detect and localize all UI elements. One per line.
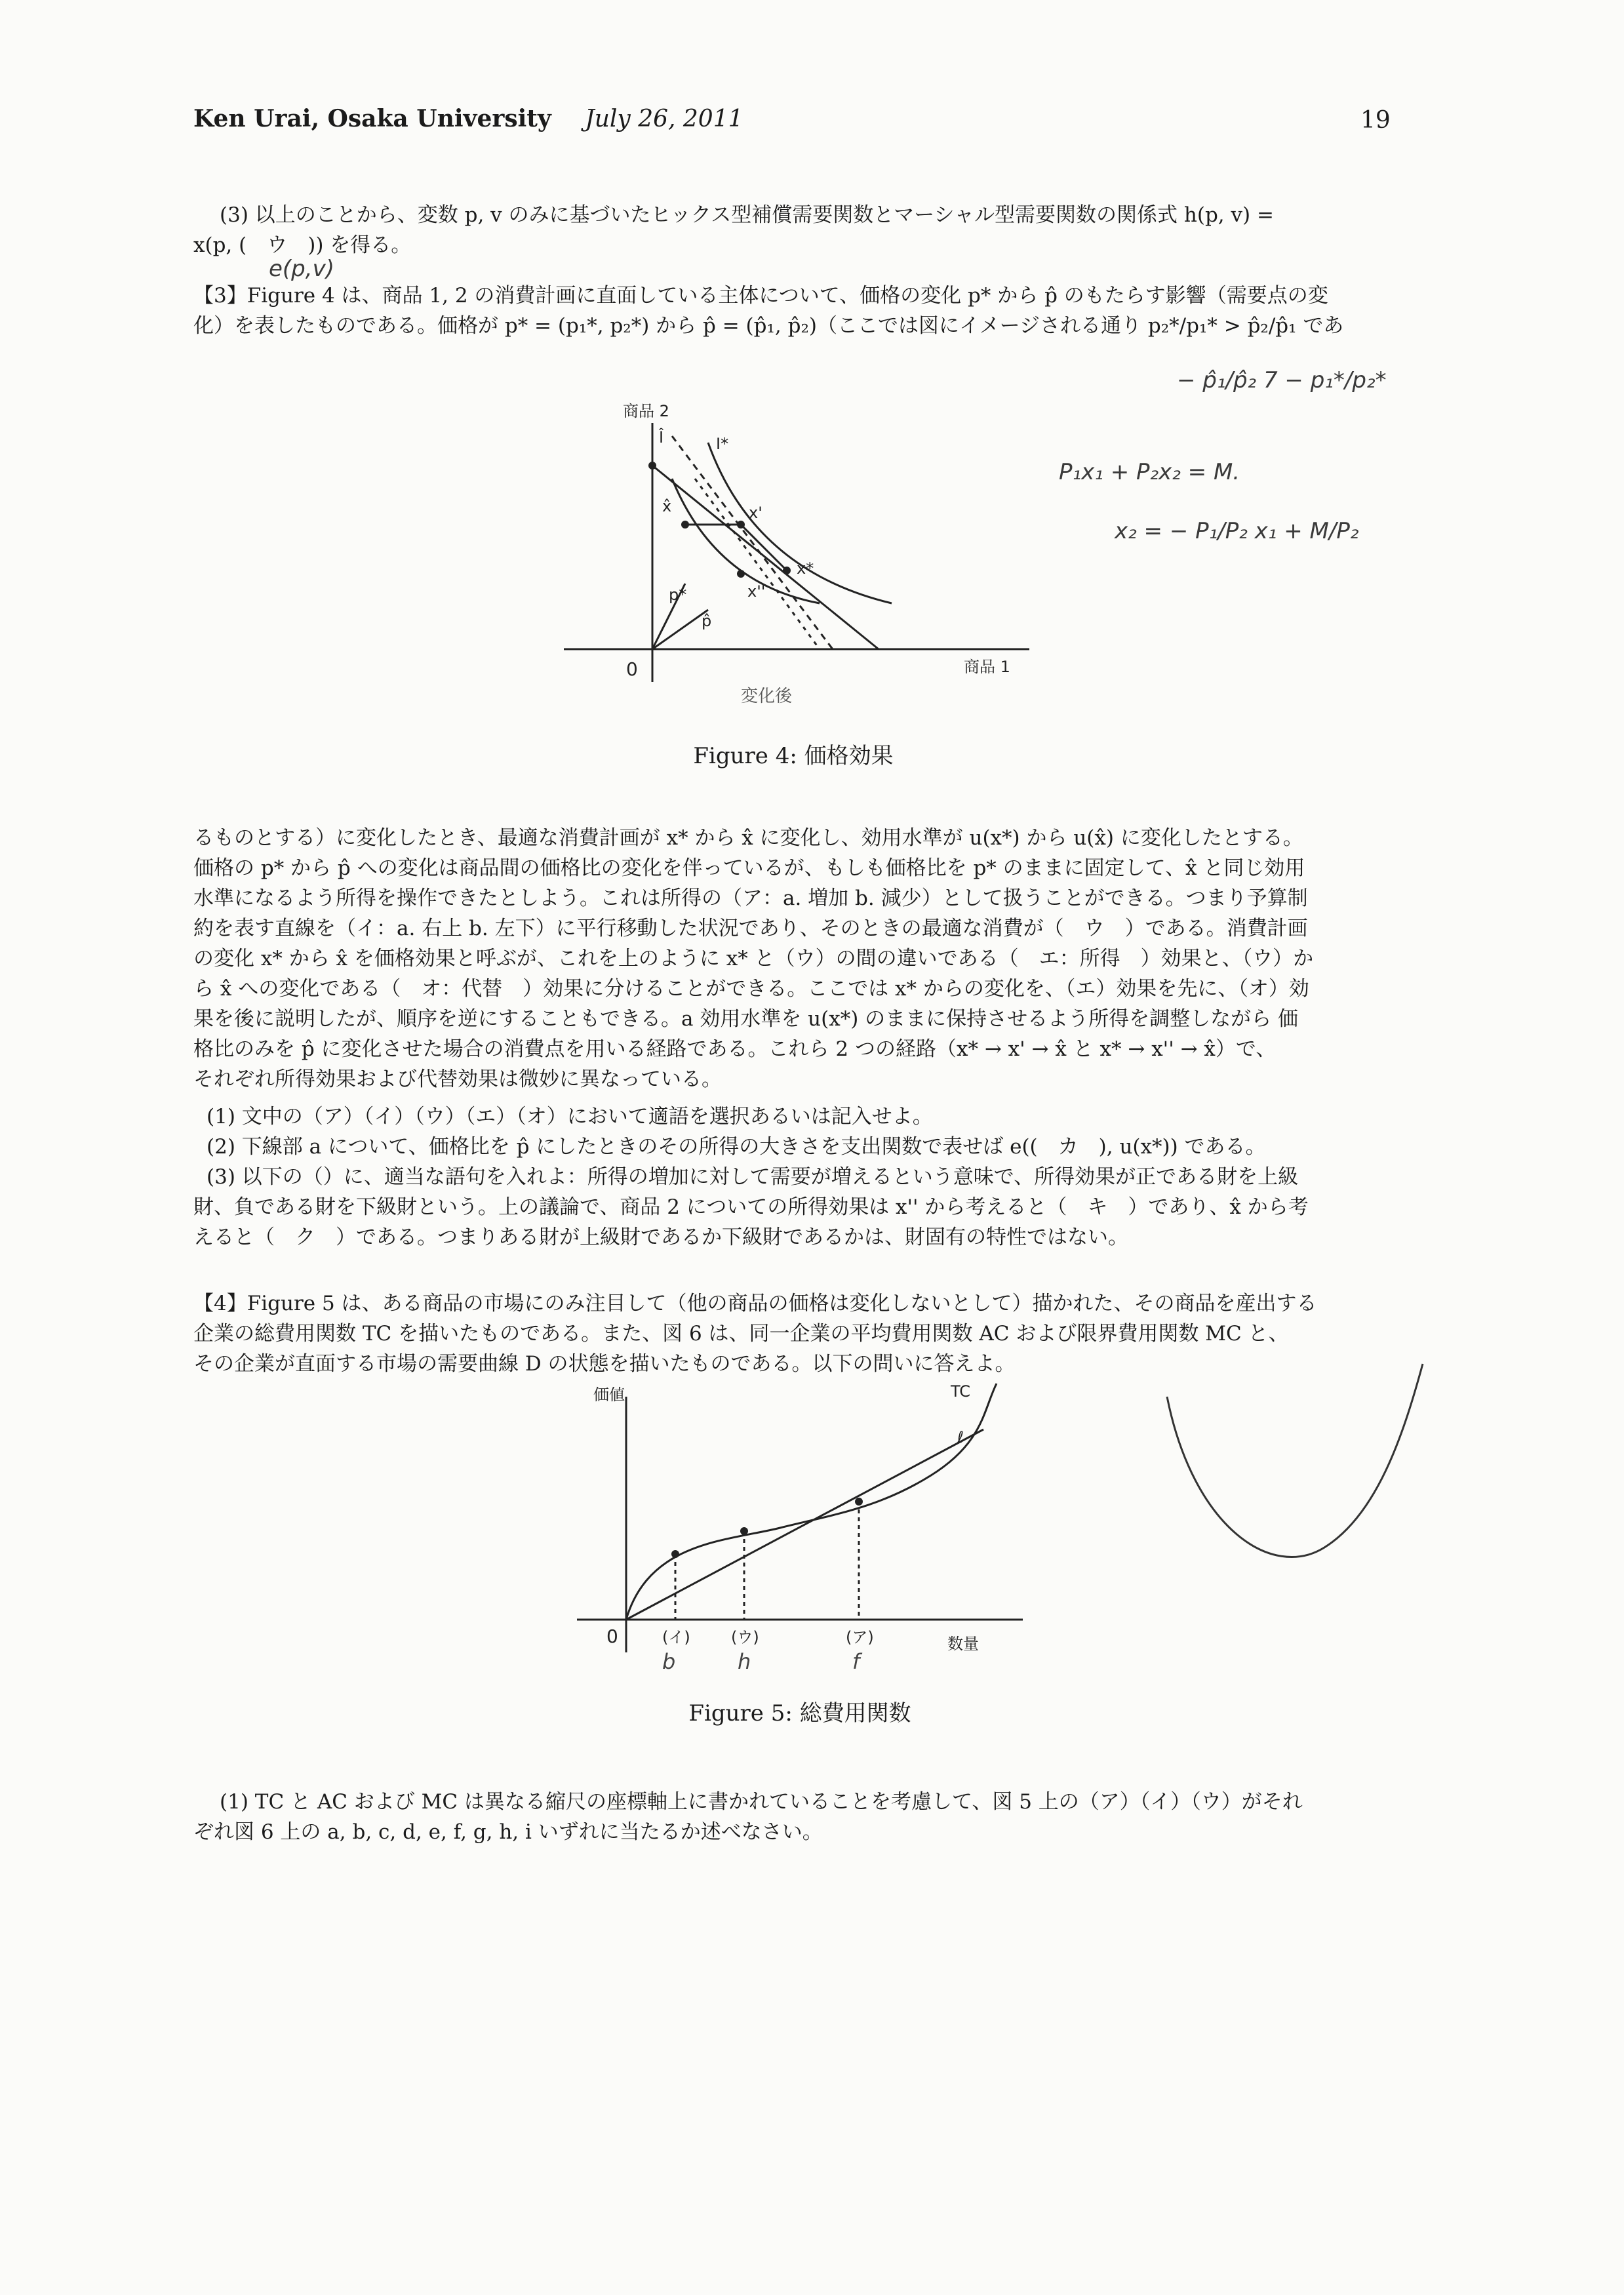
section-3-questions xyxy=(193,1102,1426,1252)
figure5-point-a xyxy=(855,1498,863,1506)
figure5-y-axis-label: 価値 xyxy=(593,1386,625,1404)
figure5-x-axis-label: 数量 xyxy=(947,1635,979,1653)
figure-4-price-effect xyxy=(544,387,1042,721)
section-3-body xyxy=(193,823,1426,1094)
section-4-questions xyxy=(193,1787,1426,1847)
figure4-intercept-point xyxy=(648,462,656,469)
figure5-tick-a: (ア) xyxy=(846,1628,874,1646)
question-line: (1) TC と AC および MC は異なる縮尺の座標軸上に書かれていることを考慮して、図 5 上の（ア）（イ）（ウ）がそれ xyxy=(220,1790,1303,1814)
section-4-line: 【4】Figure 5 は、ある商品の市場にのみ注目して（他の商品の価格は変化しないとして）描かれた、その商品を産出する xyxy=(193,1292,1317,1315)
section-4-line: その企業が直面する市場の需要曲線 D の状態を描いたものである。以下の問いに答えよ。 xyxy=(193,1352,1016,1376)
figure-5-total-cost xyxy=(564,1370,1036,1685)
page-number: 19 xyxy=(1360,107,1391,134)
item3-line1: (3) 以上のことから、変数 p, v のみに基づいたヒックス型補償需要関数とマーシャル型需要関数の関係式 h(p, v) = xyxy=(220,203,1274,227)
margin-note-budget: P₁x₁ + P₂x₂ = M. xyxy=(1059,459,1240,485)
figure4-budget-line-new xyxy=(652,466,879,649)
figure5-hand-b: b xyxy=(662,1649,676,1674)
figure4-point-xhat xyxy=(681,521,689,529)
figure4-label-xprime: x' xyxy=(749,504,762,522)
figure4-label-pstar: p* xyxy=(669,586,687,604)
figure5-hand-f: f xyxy=(852,1649,860,1674)
section-3-line1: 【3】Figure 4 は、商品 1, 2 の消費計画に直面している主体について、価格の変化 p* から p̂ のもたらす影響（需要点の変 xyxy=(193,284,1328,308)
figure5-tc-label: TC xyxy=(951,1382,971,1401)
question-line: ぞれ図 6 上の a, b, c, d, e, f, g, h, i いずれに当たるか述べなさい。 xyxy=(193,1820,823,1844)
figure4-label-xstar: x* xyxy=(797,559,814,578)
question-line: えると（ ク ）である。つまりある財が上級財であるか下級財であるかは、財固有の特性ではない。 xyxy=(193,1226,1128,1249)
body-line: ら x̂ への変化である（ オ：代替 ）効果に分けることができる。ここでは x* からの変化を、（エ）効果を先に、（オ）効 xyxy=(193,977,1309,1001)
figure-5-caption: Figure 5: 総費用関数 xyxy=(688,1700,911,1726)
figure5-tick-u: (ウ) xyxy=(731,1628,759,1646)
handwritten-answer-u: e(p,v) xyxy=(269,256,334,282)
figure5-point-i xyxy=(671,1550,679,1558)
figure4-point-xdoubleprime xyxy=(737,570,745,578)
question-line: (1) 文中の（ア）（イ）（ウ）（エ）（オ）において適語を選択あるいは記入せよ。 xyxy=(207,1105,933,1128)
body-line: 水準になるよう所得を操作できたとしよう。これは所得の（ア：a. 増加 b. 減少）として扱うことができる。つまり予算制 xyxy=(193,887,1308,910)
body-line: 価格の p* から p̂ への変化は商品間の価格比の変化を伴っているが、もしも価格比を p* のままに固定して、x̂ と同じ効用 xyxy=(193,856,1305,880)
body-line: るものとする）に変化したとき、最適な消費計画が x* から x̂ に変化し、効用水準が u(x*) から u(x̂) に変化したとする。 xyxy=(193,826,1303,850)
figure5-tick-i: (イ) xyxy=(662,1628,690,1646)
section-4-line: 企業の総費用関数 TC を描いたものである。また、図 6 は、同一企業の平均費用関数 AC および限界費用関数 MC と、 xyxy=(193,1322,1289,1346)
figure5-hand-h: h xyxy=(738,1649,751,1674)
body-line: それぞれ所得効果および代替効果は微妙に異なっている。 xyxy=(193,1068,722,1091)
figure4-label-istar: I* xyxy=(716,435,729,453)
figure4-point-xstar xyxy=(783,567,791,574)
page-header xyxy=(193,105,743,132)
section-3-intro xyxy=(193,281,1426,341)
figure4-price-vector-hat xyxy=(652,610,708,649)
section-3-line2: 化）を表したものである。価格が p* = (p₁*, p₂*) から p̂ = (p̂₁, p̂₂)（ここでは図にイメージされる通り p₂*/p₁* > p̂₂/p̂₁ であ xyxy=(193,314,1344,338)
body-line: 格比のみを p̂ に変化させた場合の消費点を用いる経路である。これら 2 つの経路（x* → x' → x̂ と x* → x'' → x̂）で、 xyxy=(193,1037,1277,1061)
figure5-ray-line xyxy=(626,1429,983,1620)
figure5-point-u xyxy=(740,1527,748,1535)
figure4-x-axis-label: 商品 1 xyxy=(964,658,1010,676)
figure5-origin: 0 xyxy=(606,1626,618,1647)
figure4-label-xhat: x̂ xyxy=(662,497,672,515)
figure-4-caption: Figure 4: 価格効果 xyxy=(693,743,894,769)
figure4-label-ihat: Î xyxy=(659,428,664,447)
body-line: 約を表す直線を（イ：a. 右上 b. 左下）に平行移動した状況であり、そのときの最適な消費が（ ウ ）である。消費計画 xyxy=(193,917,1308,940)
figure4-handwritten-note: 変化後 xyxy=(741,687,793,706)
previous-item-3 xyxy=(193,200,1426,260)
header-author: Ken Urai, Osaka University xyxy=(193,105,551,132)
handwritten-u-curve-sketch xyxy=(1154,1357,1429,1580)
figure4-y-axis-label: 商品 2 xyxy=(623,402,669,420)
header-date: July 26, 2011 xyxy=(585,106,743,132)
question-line: (2) 下線部 a について、価格比を p̂ にしたときのその所得の大きさを支出関数で表せば e(( カ ), u(x*)) である。 xyxy=(207,1135,1266,1159)
figure4-point-xprime xyxy=(737,521,745,529)
question-line: (3) 以下の（）に、適当な語句を入れよ：所得の増加に対して需要が増えるという意味で、所得効果が正である財を上級 xyxy=(207,1165,1299,1189)
margin-note-budget-solved: x₂ = − P₁/P₂ x₁ + M/P₂ xyxy=(1115,518,1359,544)
figure4-indifference-curve-star xyxy=(708,443,892,603)
body-line: 果を後に説明したが、順序を逆にすることもできる。a 効用水準を u(x*) のままに保持させるよう所得を調整しながら 価 xyxy=(193,1007,1299,1031)
u-curve-path xyxy=(1167,1364,1423,1557)
margin-note-price-ratio: − p̂₁/p̂₂ 7 − p₁*/p₂* xyxy=(1177,367,1387,393)
figure4-label-phat: p̂ xyxy=(702,612,712,630)
question-line: 財、負である財を下級財という。上の議論で、商品 2 についての所得効果は x'' から考えると（ キ ）であり、x̂ から考 xyxy=(193,1195,1309,1219)
figure4-connector-path xyxy=(741,525,787,570)
figure5-tc-curve xyxy=(626,1384,997,1620)
item3-line2: x(p, ( ウ )) を得る。 xyxy=(193,233,412,257)
figure4-origin: 0 xyxy=(626,658,638,680)
body-line: の変化 x* から x̂ を価格効果と呼ぶが、これを上のように x* と（ウ）の間の違いである（ エ：所得 ）効果と、（ウ）か xyxy=(193,947,1314,970)
figure5-line-label: ℓ xyxy=(957,1428,964,1447)
figure4-label-xdoubleprime: x'' xyxy=(747,582,766,601)
